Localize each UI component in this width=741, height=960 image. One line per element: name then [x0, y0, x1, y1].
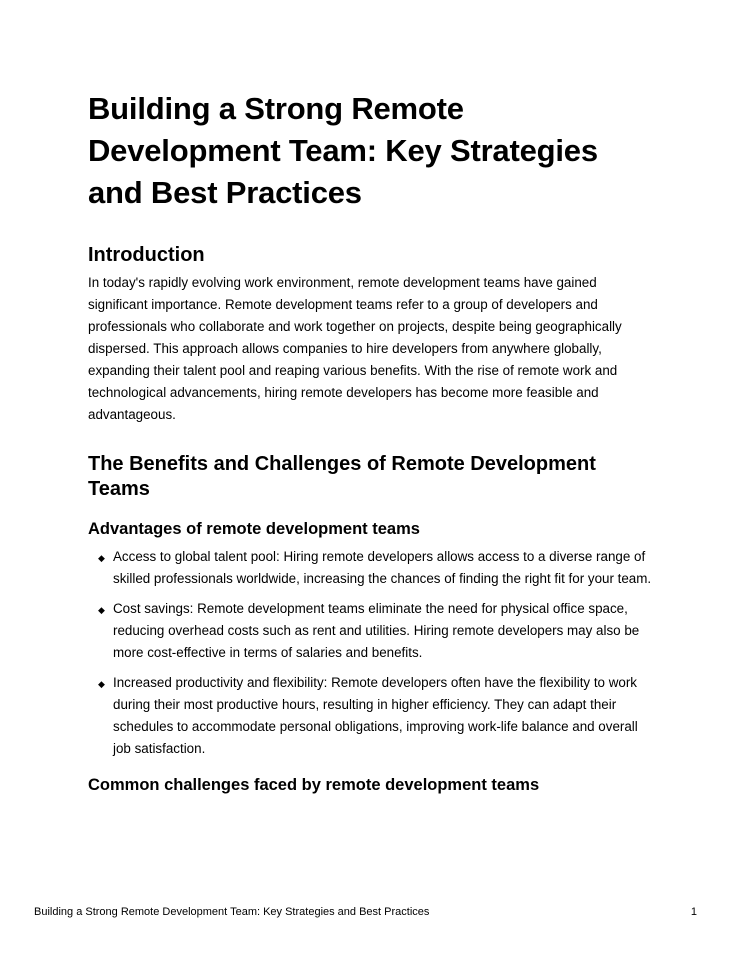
- list-item: [88, 546, 653, 590]
- list-item-text: Access to global talent pool: Hiring remote developers allows access to a diverse range of skilled professionals worldwide, increasing the chances of finding the right fit for your team.: [113, 549, 652, 586]
- diamond-bullet-icon: ◆: [98, 679, 105, 689]
- footer-text: Building a Strong Remote Development Team: Key Strategies and Best Practices: [34, 906, 430, 918]
- challenges-heading: Common challenges faced by remote development teams: [88, 776, 540, 794]
- page-footer: [34, 906, 697, 918]
- document-body: [88, 88, 653, 802]
- introduction-heading: Introduction: [88, 244, 205, 266]
- list-item: [88, 672, 653, 760]
- advantages-list: [88, 546, 653, 760]
- document-title: Building a Strong Remote Development Team: Key Strategies and Best Practices: [88, 91, 598, 210]
- list-item-text: Cost savings: Remote development teams eliminate the need for physical office space, reducing overhead costs such as rent and utilities. Hiring remote developers may also be more cost-effective in terms of salaries and benefits.: [113, 601, 640, 660]
- list-item-text: Increased productivity and flexibility: Remote developers often have the flexibility to work during their most productive hours, resulting in higher efficiency. They can adapt their schedules to accommodate personal obligations, improving work-life balance and overall job satisfaction.: [113, 675, 638, 756]
- benefits-challenges-heading: The Benefits and Challenges of Remote Development Teams: [88, 453, 596, 500]
- diamond-bullet-icon: ◆: [98, 553, 105, 563]
- diamond-bullet-icon: ◆: [98, 605, 105, 615]
- advantages-heading: Advantages of remote development teams: [88, 520, 420, 538]
- list-item: [88, 598, 653, 664]
- introduction-paragraph: In today's rapidly evolving work environment, remote development teams have gained significant importance. Remote development teams refer to a group of developers and professionals who collaborate and work together on projects, despite being geographically dispersed. This approach allows companies to hire developers from anywhere globally, expanding their talent pool and reaping various benefits. With the rise of remote work and technological advancements, hiring remote developers has become more feasible and advantageous.: [88, 275, 622, 422]
- page-number: 1: [690, 906, 697, 918]
